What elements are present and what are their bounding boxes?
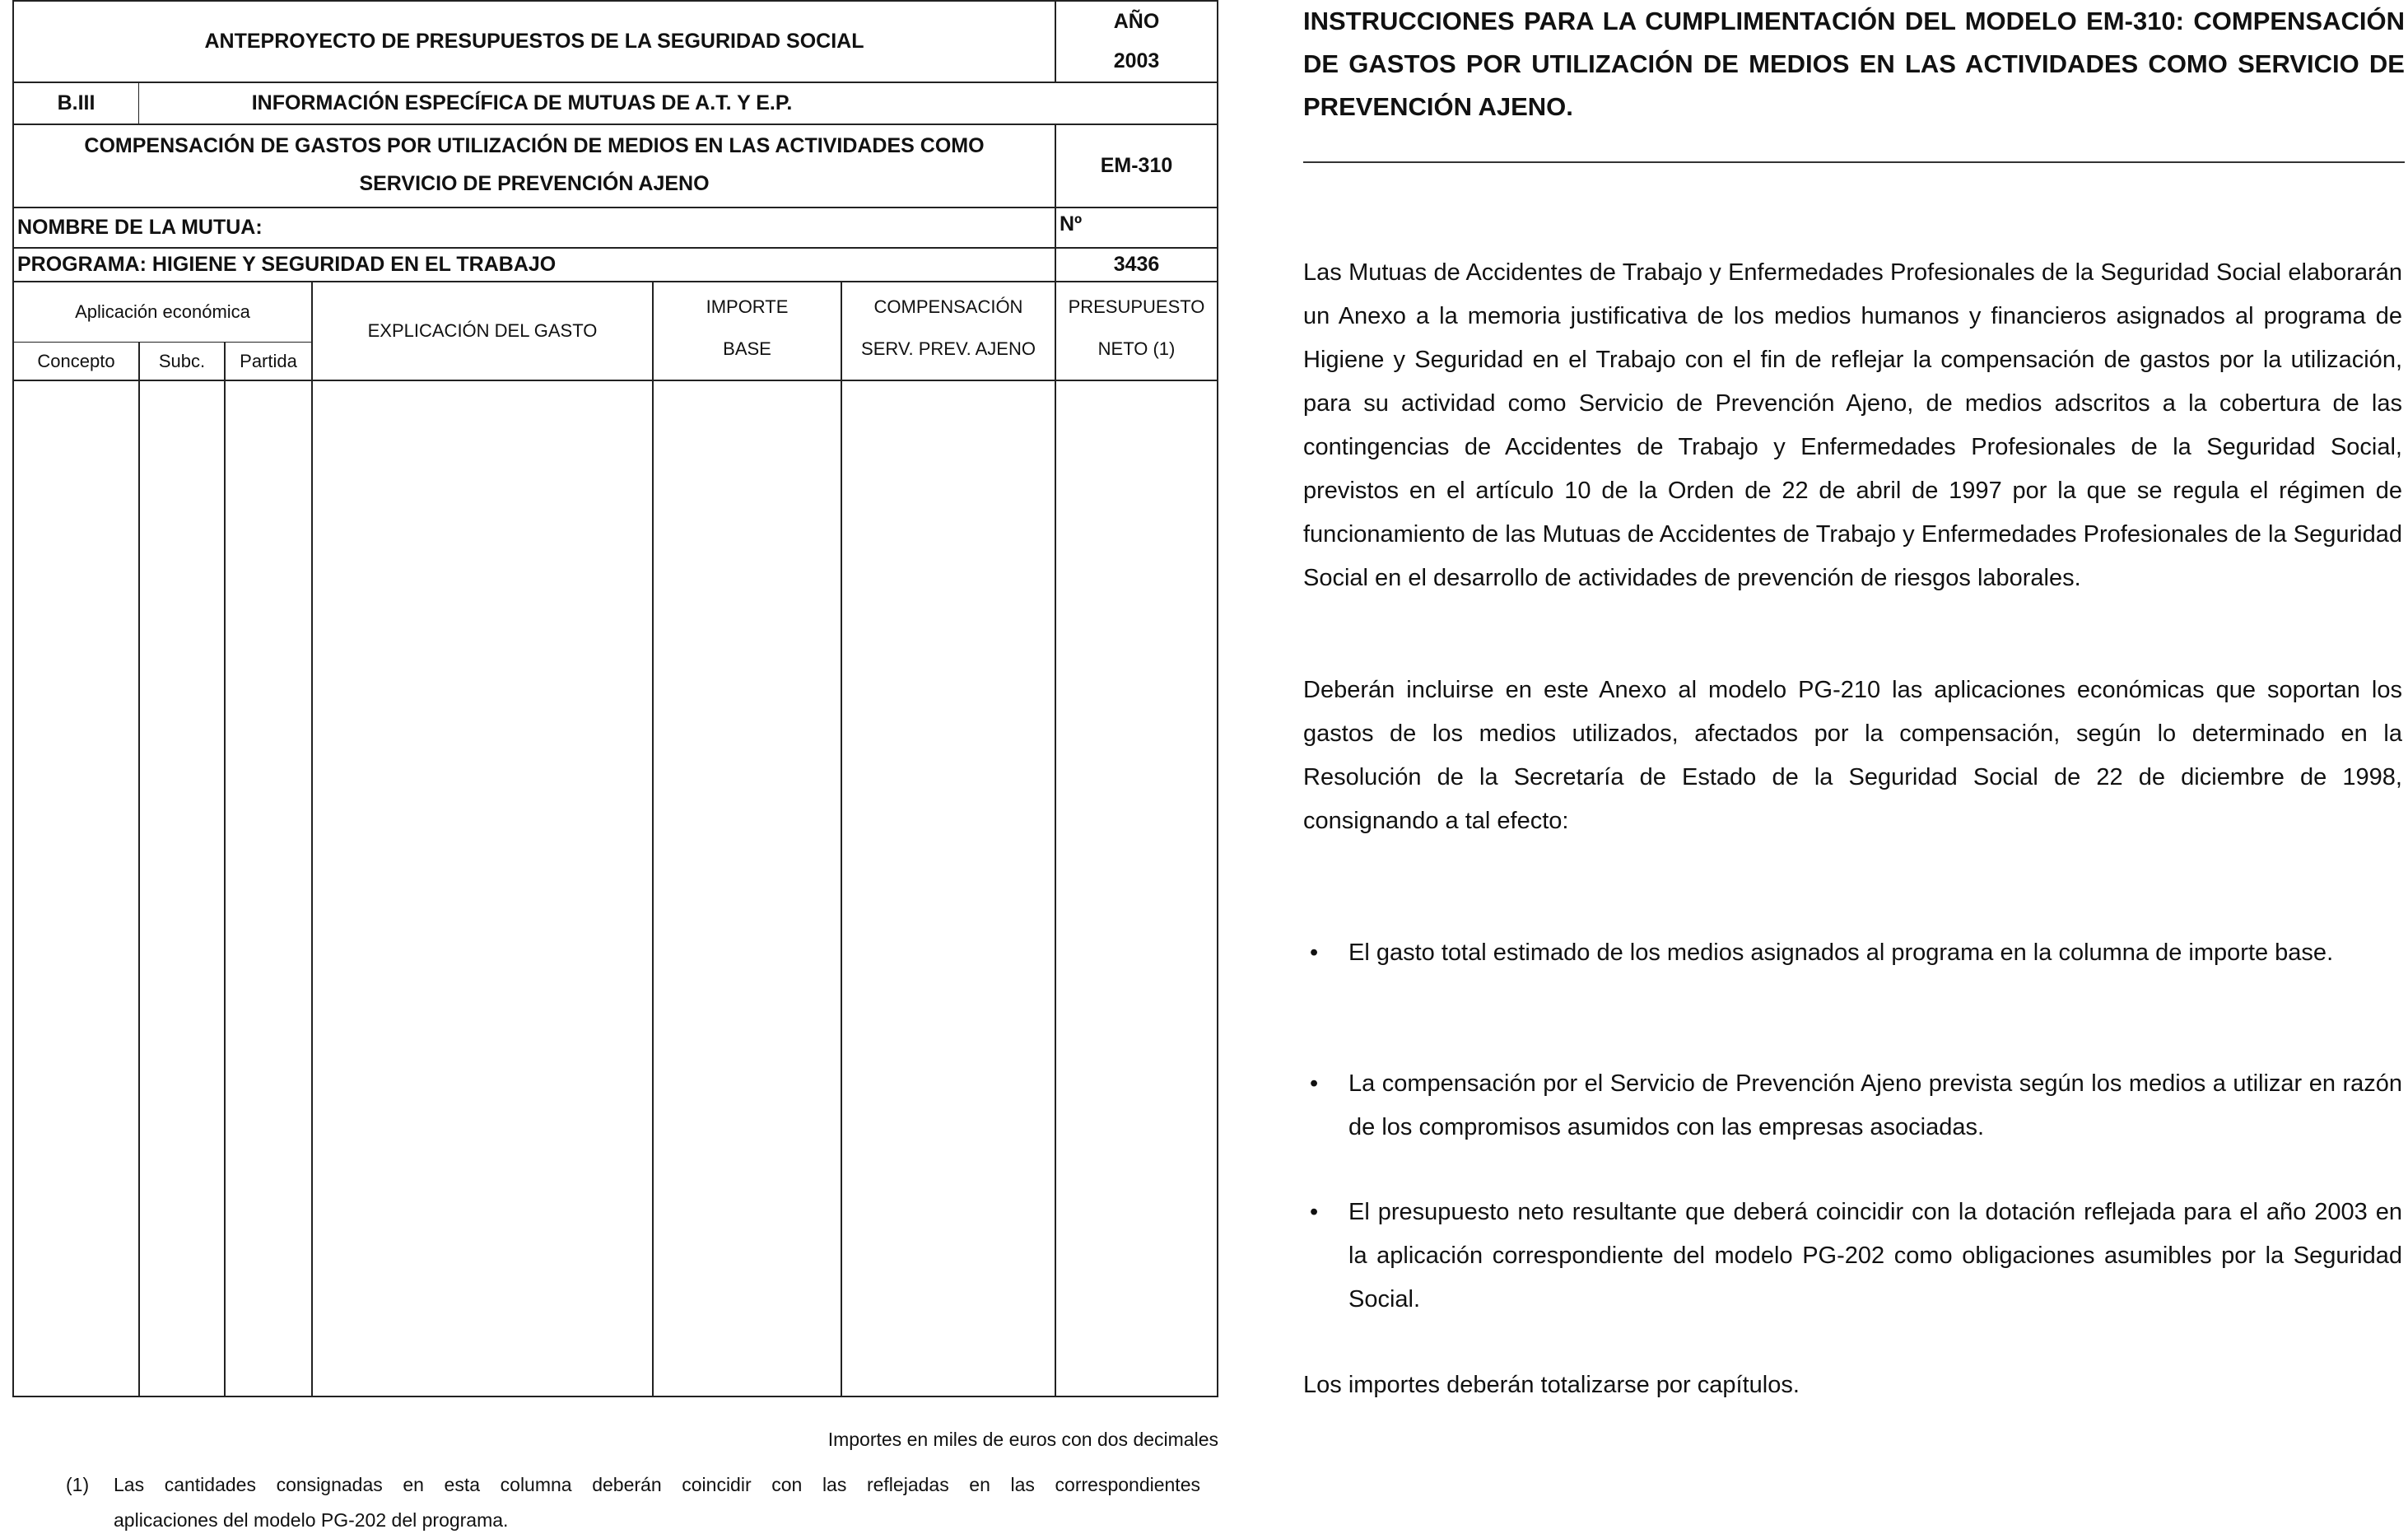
program-code: 3436 (1113, 253, 1160, 277)
mutua-name-field[interactable]: NOMBRE DE LA MUTUA: (17, 216, 263, 240)
col-importe-line1: IMPORTE (706, 296, 789, 317)
input-presupuesto-neto[interactable] (1056, 381, 1217, 1396)
model-code: EM-310 (1100, 154, 1173, 178)
instructions-bullet-3 (1303, 1191, 2402, 1322)
section-code: B.III (57, 91, 95, 115)
instructions-bullet-2 (1303, 1062, 2402, 1149)
title-divider (1303, 161, 2405, 163)
input-subc[interactable] (140, 381, 224, 1396)
form-em-310 (12, 0, 1218, 1397)
rule-v (138, 82, 139, 124)
col-concepto: Concepto (37, 350, 115, 371)
col-compensacion-line2: SERV. PREV. AJENO (861, 338, 1036, 359)
bullet-icon: • (1310, 940, 1319, 966)
instructions-paragraph-1: Las Mutuas de Accidentes de Trabajo y Enfermedades Profesionales de la Seguridad Social elaborarán un Anexo a la memoria justificativa de los medios humanos y financieros asignados al programa de Higiene y Seguridad en el Trabajo con el fin de reflejar la compensación de gastos por la utilización, para su actividad como Servicio de Prevención Ajeno, de medios adscritos a la cobertura de las contingencias de Accidentes de Trabajo y Enfermedades Profesionales de la Seguridad Social, previstos en el artículo 10 de la Orden de 22 de abril de 1997 por la que se regula el régimen de funcionamiento de las Mutuas de Accidentes de Trabajo y Enfermedades Profesionales de la Seguridad Social en el desarrollo de actividades de prevención de riesgos laborales. (1303, 259, 2402, 591)
bullet-icon: • (1310, 1199, 1319, 1225)
mutua-number-field[interactable]: Nº (1060, 212, 1083, 235)
year-label: AÑO (1113, 9, 1160, 33)
col-explicacion-gasto: EXPLICACIÓN DEL GASTO (367, 319, 598, 341)
col-partida: Partida (240, 350, 297, 371)
footnote-line1: Las cantidades consignadas en esta columna deberán coincidir con las reflejadas en las correspondientes (114, 1474, 1200, 1495)
instructions-closing: Los importes deberán totalizarse por capítulos. (1303, 1372, 1800, 1398)
footnote-line2: aplicaciones del modelo PG-202 del programa. (114, 1509, 509, 1531)
footnote-marker: (1) (66, 1474, 90, 1495)
input-concepto[interactable] (14, 381, 138, 1396)
program-label: PROGRAMA: HIGIENE Y SEGURIDAD EN EL TRABAJO (17, 253, 557, 277)
units-note: Importes en miles de euros con dos decimales (827, 1429, 1218, 1450)
instructions-bullet-1 (1303, 931, 2402, 975)
input-explicacion[interactable] (313, 381, 652, 1396)
bullet-text: El presupuesto neto resultante que deberá coincidir con la dotación reflejada para el año 2003 en la aplicación correspondiente del modelo PG-202 como obligaciones asumibles por la Seguridad Social. (1348, 1199, 2402, 1313)
model-title-line2: SERVICIO DE PREVENCIÓN AJENO (359, 171, 710, 195)
input-compensacion[interactable] (842, 381, 1055, 1396)
col-aplicacion-economica: Aplicación económica (75, 301, 250, 322)
col-presupuesto-line2: NETO (1) (1097, 338, 1176, 359)
input-importe-base[interactable] (654, 381, 841, 1396)
rule-h (14, 342, 311, 343)
instructions-paragraph-2: Deberán incluirse en este Anexo al modelo PG-210 las aplicaciones económicas que soportan los gastos de los medios utilizados, afectados por la compensación, según lo determinado en la Resolución de la Secretaría de Estado de la Seguridad Social de 22 de diciembre de 1998, consignando a tal efecto: (1303, 677, 2402, 834)
col-importe-line2: BASE (723, 338, 771, 359)
form-header-title: ANTEPROYECTO DE PRESUPUESTOS DE LA SEGURIDAD SOCIAL (204, 30, 864, 54)
col-subc: Subc. (158, 350, 206, 371)
bullet-text: El gasto total estimado de los medios asignados al programa en la columna de importe base. (1348, 940, 2334, 966)
instructions-title: INSTRUCCIONES PARA LA CUMPLIMENTACIÓN DEL MODELO EM-310: COMPENSACIÓN DE GASTOS POR UTILIZACIÓN DE MEDIOS EN LAS ACTIVIDADES COMO SERVICIO DE PREVENCIÓN AJENO. (1303, 7, 2405, 121)
section-title: INFORMACIÓN ESPECÍFICA DE MUTUAS DE A.T. Y E.P. (251, 91, 793, 115)
bullet-icon: • (1310, 1070, 1319, 1097)
input-partida[interactable] (226, 381, 311, 1396)
col-compensacion-line1: COMPENSACIÓN (873, 296, 1023, 317)
model-title-line1: COMPENSACIÓN DE GASTOS POR UTILIZACIÓN DE MEDIOS EN LAS ACTIVIDADES COMO (84, 133, 985, 157)
bullet-text: La compensación por el Servicio de Prevención Ajeno prevista según los medios a utilizar en razón de los compromisos asumidos con las empresas asociadas. (1348, 1070, 2402, 1140)
year-value: 2003 (1113, 49, 1160, 73)
col-presupuesto-line1: PRESUPUESTO (1068, 296, 1205, 317)
